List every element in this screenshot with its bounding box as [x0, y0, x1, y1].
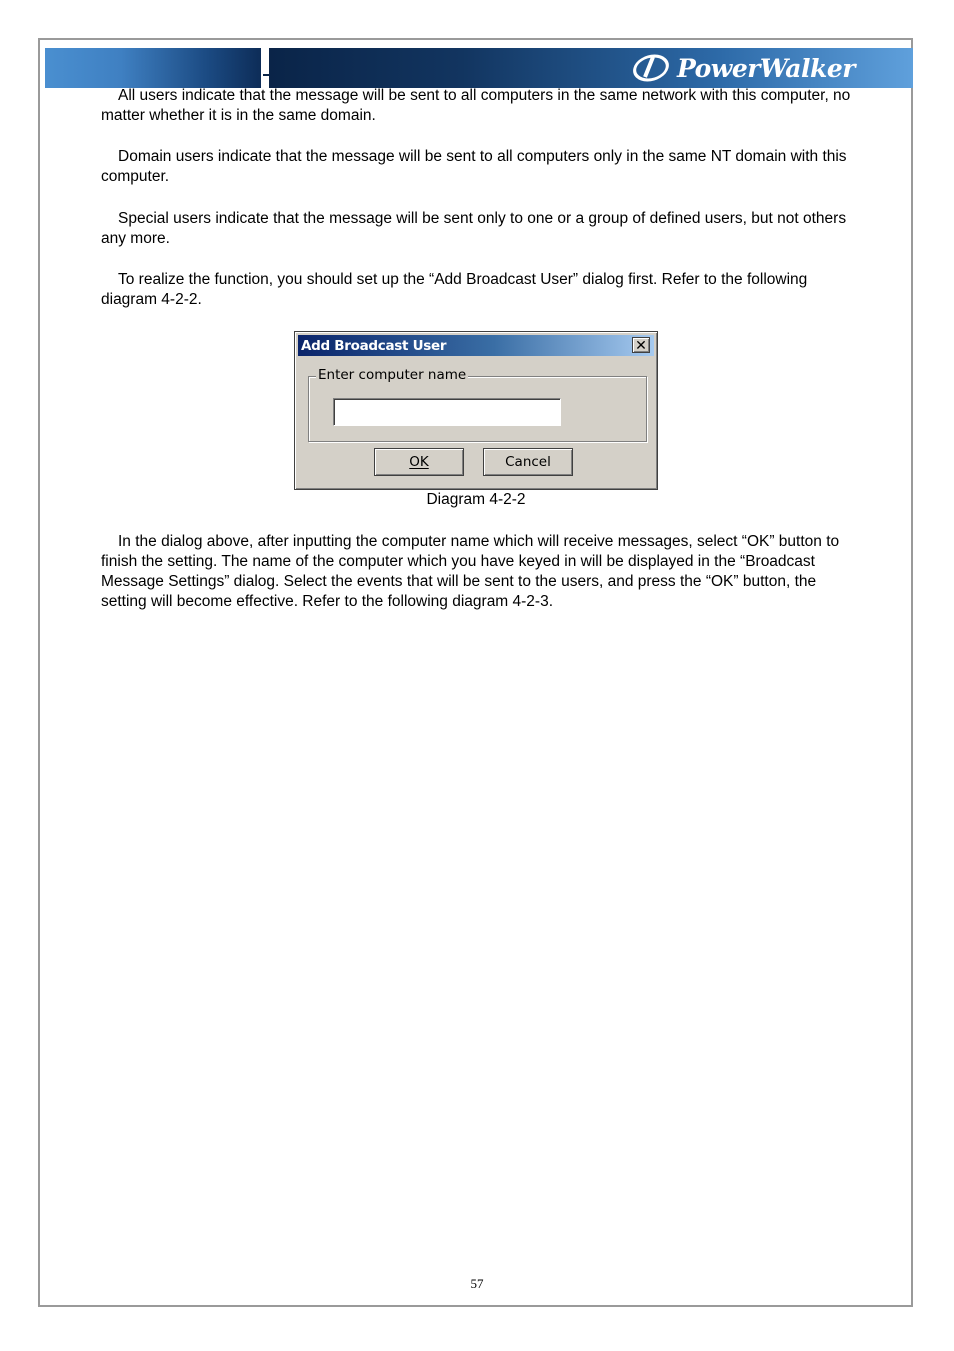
page-number: 57	[470, 1276, 484, 1291]
dialog-title-bar[interactable]	[298, 335, 654, 356]
diagram-caption: Diagram 4-2-2	[426, 491, 526, 508]
ok-button-label: OK	[409, 454, 429, 470]
paragraph-text: All users indicate that the message will be sent to all computers in the same network with this computer, no matter whether it is in the same domain.	[101, 87, 851, 124]
paragraph-text: Domain users indicate that the message will be sent to all computers only in the same NT domain with this computer.	[101, 148, 847, 185]
paragraph-all-users	[101, 86, 861, 126]
computer-name-group	[308, 367, 647, 442]
paragraph-text: To realize the function, you should set up the “Add Broadcast User” dialog first. Refer to the following diagram 4-2-2.	[101, 271, 808, 308]
cancel-button[interactable]	[483, 448, 573, 476]
paragraph-realize-function	[101, 270, 861, 310]
logo-text: PowerWalker	[677, 53, 855, 83]
paragraph-text: In the dialog above, after inputting the computer name which will receive messages, select “OK” button to finish the setting. The name of the computer which you have keyed in will be displayed in the “Broadcast Message Settings” dialog. Select the events that will be sent to the users, and press the “OK” button, the setting will become effective. Refer to the following diagram 4-2-3.	[101, 533, 840, 610]
powerwalker-logo-icon	[631, 53, 671, 83]
brand-logo	[631, 52, 903, 84]
ok-button[interactable]	[374, 448, 464, 476]
header-banner-left	[45, 48, 262, 88]
paragraph-special-users	[101, 209, 861, 249]
paragraph-domain-users	[101, 147, 861, 187]
dialog-title: Add Broadcast User	[301, 338, 447, 354]
paragraph-text: Special users indicate that the message will be sent only to one or a group of defined users, but not others any more.	[101, 210, 847, 247]
group-label: Enter computer name	[318, 367, 467, 383]
close-icon: ✕	[635, 337, 647, 353]
computer-name-input[interactable]	[333, 398, 561, 426]
paragraph-dialog-explanation	[101, 532, 861, 612]
add-broadcast-user-dialog	[294, 331, 658, 490]
close-button[interactable]	[632, 337, 650, 353]
cancel-button-label: Cancel	[505, 454, 551, 470]
